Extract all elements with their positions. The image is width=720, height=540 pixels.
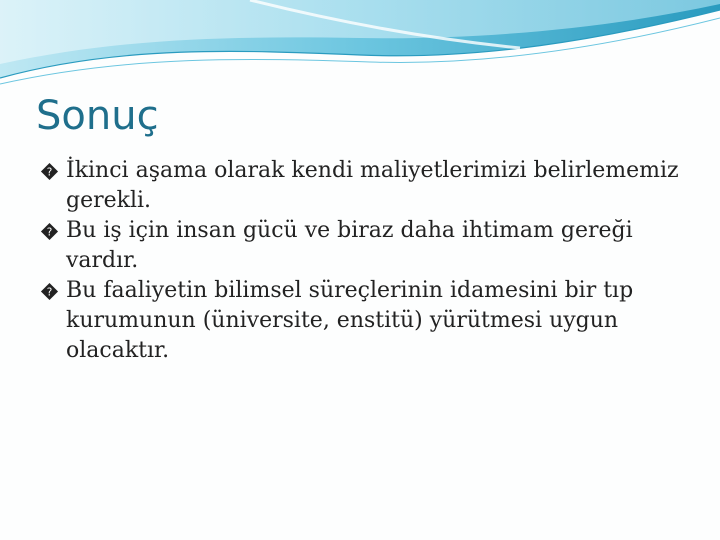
missing-glyph-icon: [40, 282, 59, 301]
slide-title: Sonuç: [36, 93, 159, 139]
bullet-item: [40, 276, 680, 366]
svg-text:?: ?: [46, 226, 53, 239]
bullet-item: [40, 156, 680, 216]
svg-text:?: ?: [46, 286, 53, 299]
bullet-text: Bu iş için insan gücü ve biraz daha ihtimam gereği vardır.: [66, 218, 633, 273]
bullet-item: [40, 216, 680, 276]
bullet-text: İkinci aşama olarak kendi maliyetlerimizi belirlememiz gerekli.: [66, 158, 679, 213]
missing-glyph-icon: [40, 222, 59, 241]
header-wave-decoration: [0, 0, 720, 90]
svg-text:?: ?: [46, 166, 53, 179]
missing-glyph-icon: [40, 162, 59, 181]
bullet-text: Bu faaliyetin bilimsel süreçlerinin idamesini bir tıp kurumunun (üniversite, enstitü) yürütmesi uygun olacaktır.: [66, 278, 634, 363]
bullet-list: [40, 156, 680, 366]
